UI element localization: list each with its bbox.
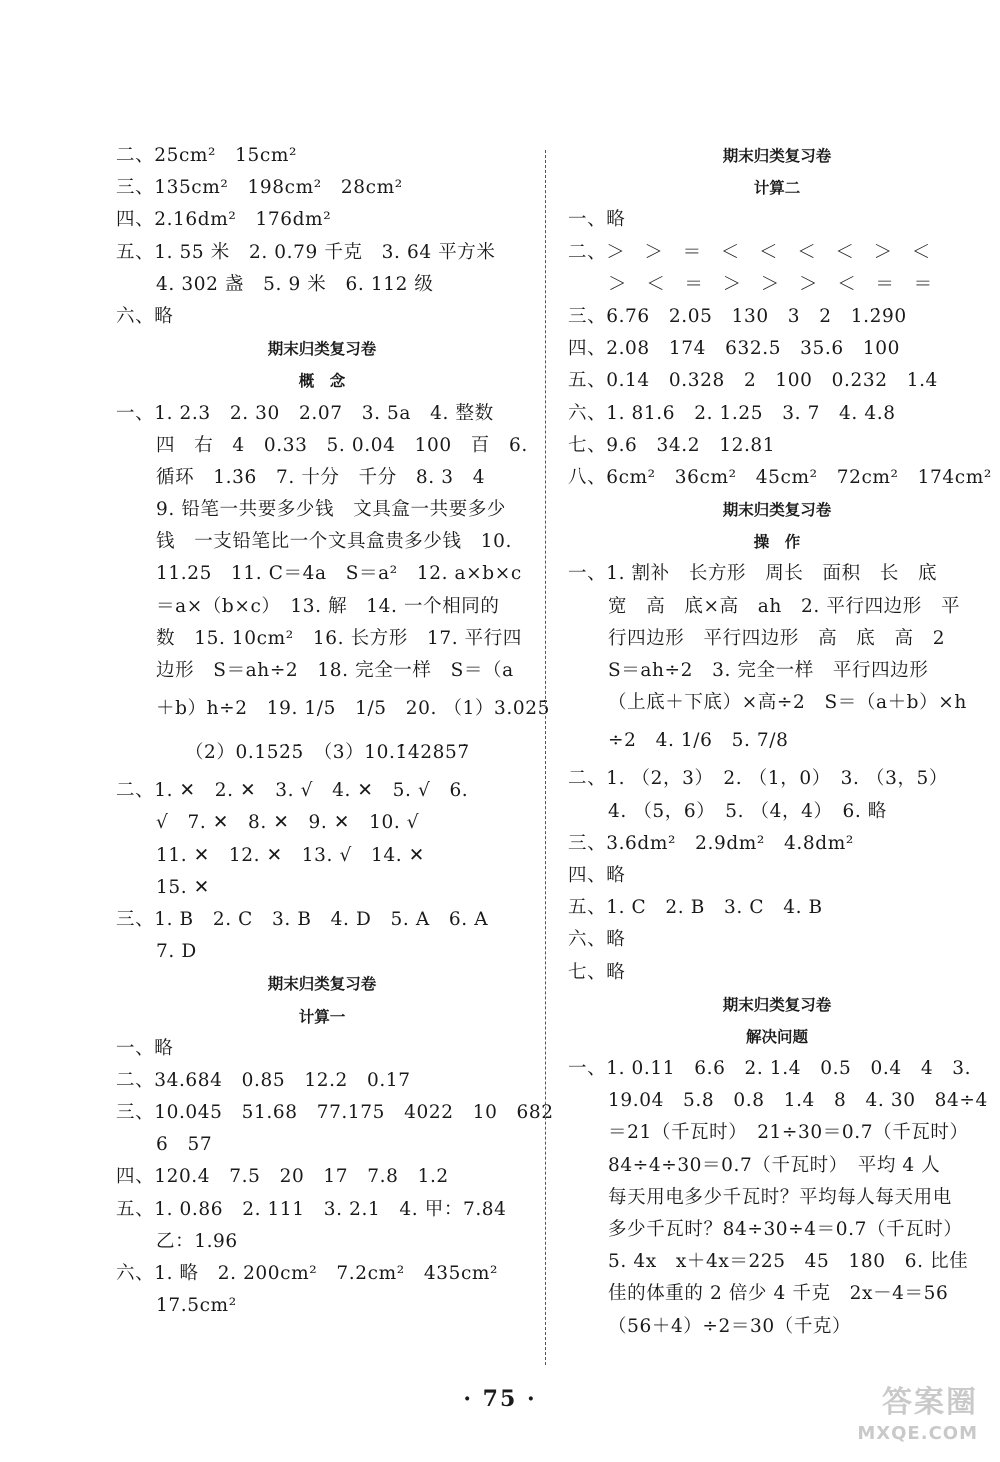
answer-line: 五、1. C 2. B 3. C 4. B [568, 897, 823, 919]
answer-line: 循环 1.3̇6̇ 7. 十分 千分 8. 3 4 [156, 466, 486, 488]
answer-line: 二、1. （2，3） 2. （1，0） 3. （3，5） [568, 768, 949, 790]
section-heading: 计算一 [298, 1007, 346, 1026]
answer-line: 一、略 [116, 1037, 174, 1059]
answer-line: 一、1. 割补 长方形 周长 面积 长 底 [568, 563, 938, 585]
answer-line: 17.5cm² [156, 1295, 237, 1317]
answer-line: 84÷4÷30＝0.7（千瓦时） 平均 4 人 [608, 1154, 941, 1176]
section-heading: 期末归类复习卷 [722, 147, 832, 165]
answer-line: 二、34.684 0.85 12.2 0.17 [116, 1069, 411, 1091]
answer-line: 每天用电多少千瓦时？平均每人每天用电 [608, 1186, 952, 1208]
answer-line: 一、1. 2.3 2. 30 2.07 3. 5a 4. 整数 [116, 402, 494, 424]
section-heading: 期末归类复习卷 [267, 340, 377, 359]
answer-line: 三、135cm² 198cm² 28cm² [116, 177, 403, 199]
answer-line: 三、3.6dm² 2.9dm² 4.8dm² [568, 832, 854, 854]
answer-line: 边形 S＝ah÷2 18. 完全一样 S＝（a [156, 660, 514, 681]
answer-line: 佳的体重的 2 倍少 4 千克 2x－4＝56 [608, 1283, 949, 1305]
answer-line: 四、2.16dm² 176dm² [116, 209, 332, 231]
answer-line: （上底＋下底）×高÷2 S＝（a＋b）×h [608, 692, 967, 714]
answer-line: 11. ✕ 12. ✕ 13. √ 14. ✕ [156, 844, 425, 866]
section-heading: 概 念 [298, 372, 346, 391]
section-heading: 解决问题 [745, 1027, 808, 1046]
right-column [568, 140, 992, 1343]
answer-line: 八、6cm² 36cm² 45cm² 72cm² 174cm² [568, 466, 992, 488]
column-divider [545, 150, 546, 1365]
answer-line: 一、略 [568, 209, 626, 231]
answer-line: ÷2 4. 1/6 5. 7/8 [608, 730, 789, 752]
answer-line: 7. D [156, 941, 197, 963]
answer-line: （2）0.152̇5̇ （3）10.1̇42857̇ [156, 742, 470, 764]
section-heading: 期末归类复习卷 [722, 995, 832, 1014]
answer-line: 5. 4x x＋4x＝225 45 180 6. 比佳 [608, 1251, 969, 1273]
answer-line: 二、1. ✕ 2. ✕ 3. √ 4. ✕ 5. √ 6. [116, 780, 469, 802]
answer-line: 9. 铅笔一共要多少钱 文具盒一共要多少 [156, 499, 507, 521]
answer-line: 六、略 [568, 929, 626, 951]
answer-line: 七、略 [568, 961, 626, 983]
answer-line: 19.04 5.8 0.8 1.4 8 4. 30 84÷4 [608, 1090, 988, 1112]
section-heading: 操 作 [753, 533, 801, 552]
answer-line: ＞ ＜ ＝ ＞ ＞ ＞ ＜ ＝ ＝ [608, 273, 933, 295]
answer-line: 一、1. 0.11 6.6 2. 1.4 0.5 0.4 4 3. [568, 1058, 972, 1080]
answer-line: 4. （5，6） 5. （4，4） 6. 略 [608, 800, 887, 822]
answer-line: 五、1. 0.86 2. 111 3. 2.1 4. 甲：7.84 [116, 1198, 507, 1220]
answer-line: 宽 高 底×高 ah 2. 平行四边形 平 [608, 595, 961, 617]
answer-line: 11.25 11. C＝4a S＝a² 12. a×b×c [156, 563, 522, 585]
answer-line: 六、1. 略 2. 200cm² 7.2cm² 435cm² [116, 1263, 499, 1284]
answer-line: 四 右 4 0.33 5. 0.04 100 百 6. [156, 434, 528, 456]
answer-line: ＋b）h÷2 19. 1/5 1/5 20. （1）3.025̇ [156, 698, 551, 720]
answer-line: 6 57 [156, 1134, 213, 1156]
answer-line: 五、0.14 0.328 2 100 0.232 1.4 [568, 370, 938, 392]
answer-line: 数 15. 10cm² 16. 长方形 17. 平行四 [156, 627, 522, 649]
left-column [116, 140, 554, 1322]
answer-line: 六、1. 81.6 2. 1.25 3. 7 4. 4.8 [568, 402, 896, 424]
answer-line: 六、略 [116, 305, 174, 327]
answer-line: （56＋4）÷2＝30（千克） [608, 1315, 852, 1337]
answer-line: 钱 一支铅笔比一个文具盒贵多少钱 10. [156, 531, 512, 553]
answer-line: 二、＞ ＞ ＝ ＜ ＜ ＜ ＜ ＞ ＜ [568, 241, 931, 263]
section-heading: 期末归类复习卷 [722, 501, 832, 520]
answer-line: 15. ✕ [156, 876, 210, 898]
watermark-logo: 答案圈 [882, 1385, 978, 1420]
answer-line: 4. 302 盏 5. 9 米 6. 112 级 [156, 273, 434, 295]
answer-line: 多少千瓦时？84÷30÷4＝0.7（千瓦时） [608, 1219, 963, 1240]
answer-line: 五、1. 55 米 2. 0.79 千克 3. 64 平方米 [116, 241, 496, 263]
answer-line: 四、略 [568, 864, 626, 886]
answer-line: ＝a×（b×c） 13. 解 14. 一个相同的 [156, 595, 500, 617]
answer-line: 行四边形 平行四边形 高 底 高 2 [608, 627, 946, 649]
watermark [798, 1377, 978, 1444]
answer-line: 二、25cm² 15cm² [116, 145, 298, 166]
answer-line: 四、120.4 7.5 20 17 7.8 1.2 [116, 1166, 449, 1188]
answer-line: 三、10.045 51.68 77.175 4022 10 682 [116, 1102, 554, 1124]
answer-line: 三、6.76 2.05 130 3 2 1.2̇9̇0 [568, 305, 907, 327]
page-number: · 75 · [463, 1386, 537, 1412]
answer-line: √ 7. ✕ 8. ✕ 9. ✕ 10. √ [156, 812, 420, 834]
answer-line: 四、2.08 174 632.5 35.6 100 [568, 338, 900, 360]
answer-line: 七、9.6 34.2 12.81 [568, 434, 776, 456]
section-heading: 计算二 [753, 179, 801, 198]
section-heading: 期末归类复习卷 [267, 975, 377, 994]
watermark-url: MXQE.COM [857, 1423, 978, 1444]
answer-line: 三、1. B 2. C 3. B 4. D 5. A 6. A [116, 908, 489, 930]
answer-line: ＝21（千瓦时） 21÷30＝0.7（千瓦时） [608, 1122, 969, 1144]
answer-line: S＝ah÷2 3. 完全一样 平行四边形 [608, 660, 929, 681]
answer-line: 乙：1.96 [156, 1230, 238, 1252]
